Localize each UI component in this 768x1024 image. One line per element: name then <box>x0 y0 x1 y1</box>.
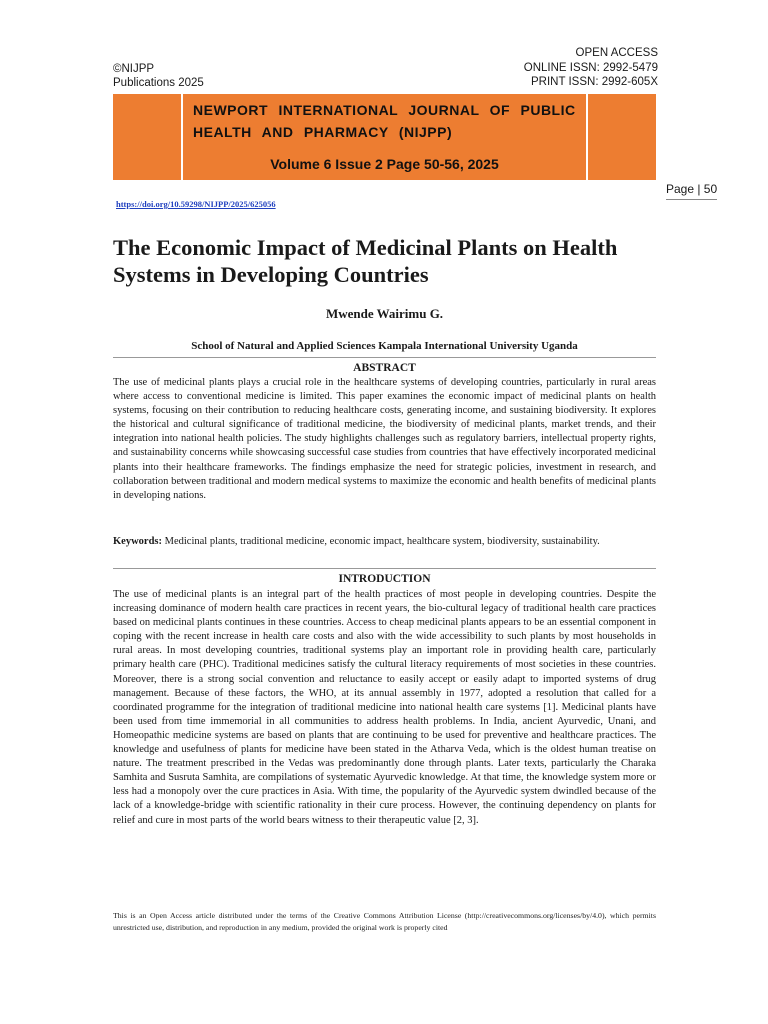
abstract-bottom-rule <box>113 568 656 569</box>
online-issn: ONLINE ISSN: 2992-5479 <box>523 61 658 74</box>
journal-title-line-2: HEALTH AND PHARMACY (NIJPP) <box>193 124 453 140</box>
abstract-text: The use of medicinal plants plays a crucial role in the healthcare systems of developing countries, particularly in rural areas where access to conventional medicine is limited. This paper examines the economic impact of medicinal plants on health systems, focusing on their contribution to reducing healthcare costs, generating income, and sustaining biodiversity. It explores the historical and cultural significance of traditional medicine, the biodiversity of medicinal plants, market trends, and their integration into national health policies. The study highlights challenges such as regulatory barriers, intellectual property rights, and sustainability concerns while showcasing successful case studies from countries that have effectively incorporated medicinal plants into their healthcare frameworks. The findings emphasize the need for strategic policies, investment in research, and collaboration between traditional and modern medical systems to maximize the economic and health benefits of medicinal plants in developing nations. <box>113 377 656 501</box>
article-title: The Economic Impact of Medicinal Plants on Health Systems in Developing Countries <box>113 235 618 287</box>
keywords-paragraph <box>113 535 656 549</box>
banner-right-block <box>588 94 656 180</box>
introduction-heading: INTRODUCTION <box>338 573 431 585</box>
doi-link[interactable]: https://doi.org/10.59298/NIJPP/2025/625056 <box>116 199 276 209</box>
page-number: Page | 50 <box>666 182 717 200</box>
abstract-top-rule <box>113 357 656 358</box>
keywords-list: Medicinal plants, traditional medicine, economic impact, healthcare system, biodiversity, sustainability. <box>162 536 600 547</box>
publications-year: Publications 2025 <box>113 77 204 89</box>
journal-title-line-1: NEWPORT INTERNATIONAL JOURNAL OF PUBLIC <box>193 102 576 118</box>
copyright-line: ©NIJPP <box>113 63 155 75</box>
volume-info: Volume 6 Issue 2 Page 50-56, 2025 <box>270 156 499 172</box>
introduction-text: The use of medicinal plants is an integral part of the health practices of most people in developing countries. Despite the increasing dominance of modern health care practices in recent years, the bio-cultural legacy of traditional health care practices based on medicinal plants continues in these countries. Access to cheap medicinal plants appears to be an essential component in coping with the recent increase in health care costs and also with the wide accessibility to such plants by most households in rural areas. In most developing countries, traditional systems play an important role in providing health care, particularly primary health care (PHC). Traditional medicines satisfy the cultural literacy requirements of most societies in these countries. Moreover, there is a strong social convention and reluctance to easily accept or easily adapt to imported systems of drug management. Because of these factors, the WHO, at its annual assembly in 1977, adopted a resolution that called for a coordinated programme for the integration of traditional medicine into national health care systems [1]. Medicinal plants have been used from time immemorial in all communities to address health problems. In India, ancient Ayurvedic, Unani, and Homeopathic medicine systems are based on plants that are continuing to be used for preventive and healthcare practices. The knowledge and usefulness of plants for medicine have been stated in the Atharva Veda, which is the oldest human treatise on nature. The treatment prescribed in the Vedas was predominantly done through plants. Later texts, particularly the Charaka Samhita and Susruta Samhita, are compilations of systematic Ayurvedic knowledge. At that time, the knowledge system more or less had a monopoly over the cure practices in Asia. With time, the popularity of the Ayurvedic system dwindled because of the lack of a knowledge-bridge with scientific rationality in their cure process. However, the continuing dependency on plants for relief and cure in most parts of the world bears witness to their therapeutic value [2, 3]. <box>113 589 656 826</box>
print-issn: PRINT ISSN: 2992-605X <box>531 76 658 88</box>
journal-banner <box>113 94 656 180</box>
banner-center <box>181 94 588 180</box>
banner-left-block <box>113 94 181 180</box>
publisher-info <box>113 62 204 90</box>
open-access-label: OPEN ACCESS <box>575 47 658 59</box>
author-name: Mwende Wairimu G. <box>325 306 444 321</box>
license-notice: This is an Open Access article distributed under the terms of the Creative Commons Attribution License (http://creativecommons.org/licenses/by/4.0), which permits unrestricted use, distribution, and reproduction in any medium, provided the original work is properly cited <box>113 911 656 932</box>
abstract-heading: ABSTRACT <box>353 362 416 374</box>
issn-info <box>524 46 658 90</box>
author-affiliation: School of Natural and Applied Sciences Kampala International University Uganda <box>191 340 578 352</box>
keywords-label: Keywords: <box>113 536 162 547</box>
